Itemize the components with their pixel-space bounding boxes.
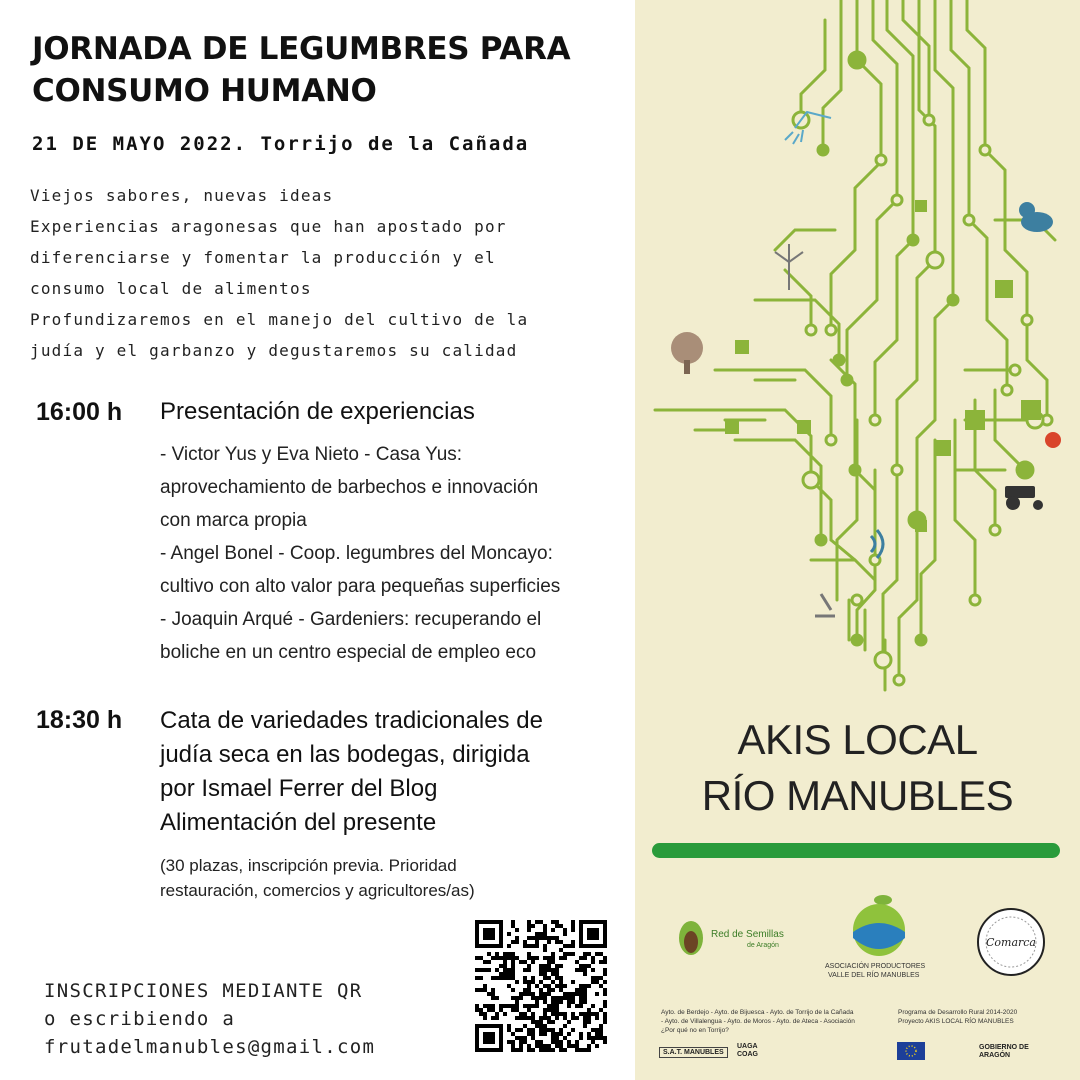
- circuit-node: [948, 295, 958, 305]
- circuit-square: [735, 340, 749, 354]
- circuit-square: [995, 280, 1013, 298]
- circuit-trace: [801, 20, 825, 120]
- circuit-node: [826, 435, 836, 445]
- registration-info: [44, 977, 375, 1061]
- circuit-node: [849, 52, 865, 68]
- circuit-trace: [873, 0, 897, 200]
- seed-logo-icon: [673, 912, 709, 958]
- uaga-coag-logo: UAGA COAG: [737, 1043, 758, 1058]
- circuit-node: [892, 195, 902, 205]
- session-item: - Joaquin Arqué - Gardeniers: recuperando el: [160, 609, 542, 630]
- comarca-logo-text: Comarca: [985, 936, 1037, 949]
- red-semillas-logo-subtext: de Aragón: [747, 942, 779, 949]
- circuit-node: [927, 252, 943, 268]
- session-2-title-line: judía seca en las bodegas, dirigida: [160, 741, 530, 768]
- circuit-square: [915, 200, 927, 212]
- session-2-title-line: Alimentación del presente: [160, 809, 437, 836]
- towns-line: Ayto. de Berdejo - Ayto. de Bijuesca - Ayto. de Torrijo de la Cañada: [661, 1009, 854, 1016]
- circuit-node: [875, 652, 891, 668]
- circuit-trace: [921, 440, 935, 640]
- session-2-time: 18:30 h: [36, 706, 123, 734]
- tree-icon: [671, 332, 703, 374]
- circuit-node: [1010, 365, 1020, 375]
- session-item: - Victor Yus y Eva Nieto - Casa Yus:: [160, 444, 463, 465]
- circuit-square: [1021, 400, 1041, 420]
- circuit-node: [980, 145, 990, 155]
- session-2-note: [160, 853, 620, 903]
- circuit-trace: [775, 230, 835, 250]
- note-line: (30 plazas, inscripción previa. Prioridad: [160, 856, 457, 875]
- session-item: con marca propia: [160, 510, 307, 531]
- session-item: - Angel Bonel - Coop. legumbres del Moncayo:: [160, 543, 553, 564]
- tractor-icon: [1005, 486, 1043, 510]
- circuit-node: [834, 355, 844, 365]
- circuit-node: [916, 635, 926, 645]
- circuit-node: [908, 235, 918, 245]
- comarca-logo-icon: [975, 906, 1047, 978]
- gobierno-aragon-logo: GOBIERNO DE ARAGÓN: [979, 1044, 1029, 1059]
- towns-line: - Ayto. de Villalengua - Ayto. de Moros - Ayto. de Ateca - Asociación: [661, 1018, 855, 1025]
- circuit-node: [816, 535, 826, 545]
- eu-flag-icon: [897, 1042, 925, 1060]
- registration-email-link[interactable]: frutadelmanubles@gmail.com: [44, 1036, 376, 1058]
- circuit-trace: [811, 560, 875, 580]
- intro-line: Profundizaremos en el manejo del cultivo de la: [30, 310, 529, 329]
- session-item: aprovechamiento de barbechos e innovación: [160, 477, 539, 498]
- green-divider-bar: [652, 843, 1060, 858]
- asociacion-logo-text-1: ASOCIACIÓN PRODUCTORES: [825, 963, 926, 970]
- note-line: restauración, comercios y agricultores/as): [160, 881, 475, 900]
- circuit-square: [725, 420, 739, 434]
- circuit-trace: [995, 390, 1025, 470]
- sat-manubles-logo: S.A.T. MANUBLES: [659, 1047, 728, 1058]
- circuit-trace: [857, 0, 881, 160]
- circuit-square: [915, 520, 927, 532]
- circuit-node: [1002, 385, 1012, 395]
- microscope-icon: [815, 594, 835, 616]
- session-2-title: [160, 704, 620, 840]
- intro-line: diferenciarse y fomentar la producción y el: [30, 248, 496, 267]
- circuit-node: [826, 325, 836, 335]
- red-semillas-logo-text: Red de Semillas: [711, 929, 784, 940]
- circuit-node: [990, 525, 1000, 535]
- title-line-2: CONSUMO HUMANO: [32, 73, 377, 109]
- circuit-trace: [883, 470, 897, 660]
- page-title: [32, 28, 622, 112]
- akis-heading: [635, 712, 1080, 824]
- session-item: boliche en un centro especial de empleo eco: [160, 642, 537, 663]
- program-line: Proyecto AKIS LOCAL RÍO MANUBLES: [898, 1018, 1014, 1025]
- towns-line: ¿Por qué no en Torrijo?: [661, 1027, 729, 1034]
- circuit-node: [924, 115, 934, 125]
- circuit-node: [892, 465, 902, 475]
- circuit-trace: [969, 220, 1007, 390]
- title-line-1: JORNADA DE LEGUMBRES PARA: [32, 31, 571, 67]
- circuit-trace: [831, 540, 855, 560]
- circuit-map-illustration: [635, 0, 1080, 700]
- circuit-trace: [899, 520, 917, 680]
- session-2-title-line: por Ismael Ferrer del Blog: [160, 775, 438, 802]
- wifi-icon: [871, 530, 883, 558]
- circuit-node: [894, 675, 904, 685]
- circuit-trace: [955, 420, 975, 600]
- registration-subline: o escribiendo a: [44, 1008, 236, 1030]
- session-2-title-line: Cata de variedades tradicionales de: [160, 707, 543, 734]
- circuit-node: [964, 215, 974, 225]
- circuit-square: [965, 410, 985, 430]
- tomato-icon: [1045, 432, 1061, 448]
- intro-line: judía y el garbanzo y degustaremos su calidad: [30, 341, 518, 360]
- intro-line: Experiencias aragonesas que han apostado por: [30, 217, 507, 236]
- asociacion-logo-text-2: VALLE DEL RÍO MANUBLES: [828, 972, 920, 979]
- session-1-time: 16:00 h: [36, 398, 123, 426]
- circuit-node: [842, 375, 852, 385]
- registration-heading: INSCRIPCIONES MEDIANTE QR: [44, 980, 363, 1002]
- circuit-square: [797, 420, 811, 434]
- circuit-trace: [831, 160, 883, 330]
- circuit-node: [818, 145, 828, 155]
- circuit-node: [850, 465, 860, 475]
- circuit-node: [806, 325, 816, 335]
- qr-code-image[interactable]: [475, 920, 607, 1052]
- circuit-node: [876, 155, 886, 165]
- intro-line: consumo local de alimentos: [30, 279, 312, 298]
- circuit-trace: [831, 360, 875, 560]
- circuit-node: [870, 415, 880, 425]
- circuit-trace: [735, 440, 821, 540]
- program-line: Programa de Desarrollo Rural 2014-2020: [898, 1009, 1018, 1016]
- intro-line: Viejos sabores, nuevas ideas: [30, 186, 334, 205]
- intro-text: [30, 180, 620, 366]
- circuit-square: [935, 440, 951, 456]
- session-1-items: [160, 438, 620, 669]
- circuit-node: [803, 472, 819, 488]
- circuit-node: [852, 595, 862, 605]
- session-item: cultivo con alto valor para pequeñas superficies: [160, 576, 561, 597]
- circuit-node: [1017, 462, 1033, 478]
- circuit-node: [1022, 315, 1032, 325]
- apple-logo-icon: [849, 892, 909, 958]
- circuit-trace: [903, 0, 929, 120]
- event-date: 21 DE MAYO 2022. Torrijo de la Cañada: [32, 133, 530, 155]
- circuit-node: [970, 595, 980, 605]
- circuit-trace: [875, 240, 913, 420]
- farmer-icon: [1019, 202, 1053, 232]
- poster-panel: [635, 0, 1080, 1080]
- circuit-node: [852, 635, 862, 645]
- akis-line-1: AKIS LOCAL: [737, 716, 978, 763]
- akis-line-2: RÍO MANUBLES: [701, 772, 1014, 819]
- session-1-title: Presentación de experiencias: [160, 398, 475, 425]
